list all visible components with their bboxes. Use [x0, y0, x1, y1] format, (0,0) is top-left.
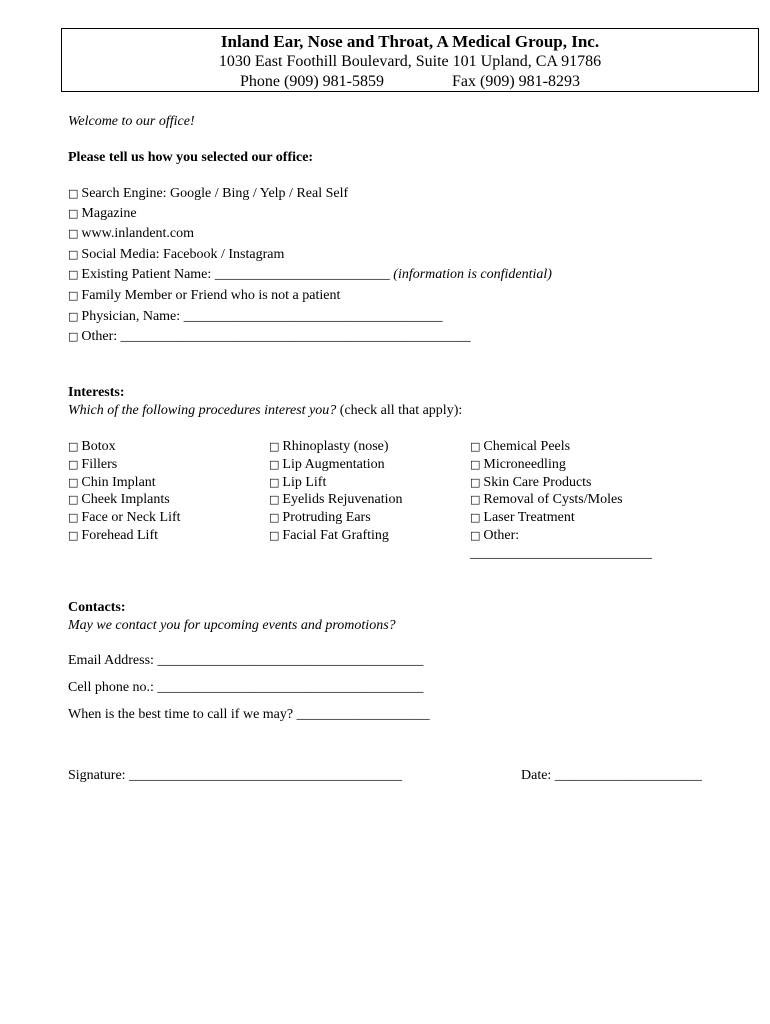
contacts-heading: Contacts: [68, 600, 126, 615]
interest-eyelids[interactable]: □ Eyelids Rejuvenation [269, 492, 403, 507]
checkbox-icon[interactable]: □ [68, 310, 79, 323]
option-search-engine[interactable]: □ Search Engine: Google / Bing / Yelp / Real Self [68, 186, 349, 201]
checkbox-icon[interactable]: □ [68, 458, 79, 471]
interest-lip-lift[interactable]: □ Lip Lift [269, 475, 327, 490]
option-magazine[interactable]: □ Magazine [68, 206, 137, 221]
practice-name: Inland Ear, Nose and Throat, A Medical Group, Inc. [220, 32, 600, 51]
interest-botox[interactable]: □ Botox [68, 439, 116, 454]
interest-fat-grafting[interactable]: □ Facial Fat Grafting [269, 528, 389, 543]
interest-skin-care[interactable]: □ Skin Care Products [470, 475, 592, 490]
selection-heading: Please tell us how you selected our office: [68, 150, 314, 165]
checkbox-icon[interactable]: □ [269, 458, 280, 471]
practice-phone: Phone (909) 981-5859 [240, 73, 384, 90]
checkbox-icon[interactable]: □ [68, 440, 79, 453]
checkbox-icon[interactable]: □ [470, 493, 481, 506]
interest-lip-augmentation[interactable]: □ Lip Augmentation [269, 457, 385, 472]
letterhead-box [61, 28, 759, 92]
option-website[interactable]: □ www.inlandent.com [68, 226, 195, 241]
interest-laser[interactable]: □ Laser Treatment [470, 510, 575, 525]
option-social-media[interactable]: □ Social Media: Facebook / Instagram [68, 247, 285, 262]
practice-fax: Fax (909) 981-8293 [452, 73, 580, 90]
checkbox-icon[interactable]: □ [470, 476, 481, 489]
interest-cyst-removal[interactable]: □ Removal of Cysts/Moles [470, 492, 623, 507]
best-time-field[interactable]: When is the best time to call if we may? ___________________ [68, 707, 430, 722]
interest-other[interactable]: □ Other: [470, 528, 520, 543]
date-field[interactable]: Date: _____________________ [521, 768, 702, 783]
interest-face-neck-lift[interactable]: □ Face or Neck Lift [68, 510, 181, 525]
interests-heading: Interests: [68, 385, 125, 400]
checkbox-icon[interactable]: □ [470, 511, 481, 524]
checkbox-icon[interactable]: □ [68, 330, 79, 343]
option-family-friend[interactable]: □ Family Member or Friend who is not a patient [68, 288, 341, 303]
checkbox-icon[interactable]: □ [68, 493, 79, 506]
interest-forehead-lift[interactable]: □ Forehead Lift [68, 528, 158, 543]
checkbox-icon[interactable]: □ [470, 440, 481, 453]
welcome-text: Welcome to our office! [68, 114, 195, 129]
interest-microneedling[interactable]: □ Microneedling [470, 457, 566, 472]
checkbox-icon[interactable]: □ [68, 187, 79, 200]
checkbox-icon[interactable]: □ [269, 529, 280, 542]
option-existing-patient[interactable]: □ Existing Patient Name: _________________________ (information is confidential) [68, 267, 552, 282]
checkbox-icon[interactable]: □ [68, 268, 79, 281]
interest-cheek-implants[interactable]: □ Cheek Implants [68, 492, 170, 507]
interest-chemical-peels[interactable]: □ Chemical Peels [470, 439, 571, 454]
option-other[interactable]: □ Other: __________________________________________________ [68, 329, 471, 344]
contact-row [62, 72, 758, 92]
checkbox-icon[interactable]: □ [68, 227, 79, 240]
checkbox-icon[interactable]: □ [68, 248, 79, 261]
interest-protruding-ears[interactable]: □ Protruding Ears [269, 510, 371, 525]
contacts-question: May we contact you for upcoming events and promotions? [68, 618, 396, 633]
checkbox-icon[interactable]: □ [68, 207, 79, 220]
interest-other-line[interactable]: __________________________ [470, 546, 652, 561]
practice-address: 1030 East Foothill Boulevard, Suite 101 Upland, CA 91786 [218, 53, 602, 70]
interest-chin-implant[interactable]: □ Chin Implant [68, 475, 156, 490]
interest-fillers[interactable]: □ Fillers [68, 457, 118, 472]
checkbox-icon[interactable]: □ [68, 529, 79, 542]
confidential-note: (information is confidential) [393, 267, 552, 282]
option-physician[interactable]: □ Physician, Name: _____________________________________ [68, 309, 443, 324]
checkbox-icon[interactable]: □ [470, 529, 481, 542]
interests-question: Which of the following procedures interest you? (check all that apply): [68, 403, 463, 418]
checkbox-icon[interactable]: □ [269, 493, 280, 506]
checkbox-icon[interactable]: □ [269, 440, 280, 453]
email-field[interactable]: Email Address: ______________________________________ [68, 653, 424, 668]
checkbox-icon[interactable]: □ [269, 476, 280, 489]
interest-rhinoplasty[interactable]: □ Rhinoplasty (nose) [269, 439, 389, 454]
checkbox-icon[interactable]: □ [68, 511, 79, 524]
signature-field[interactable]: Signature: _______________________________________ [68, 768, 403, 783]
cell-phone-field[interactable]: Cell phone no.: ______________________________________ [68, 680, 424, 695]
checkbox-icon[interactable]: □ [68, 289, 79, 302]
checkbox-icon[interactable]: □ [68, 476, 79, 489]
checkbox-icon[interactable]: □ [470, 458, 481, 471]
checkbox-icon[interactable]: □ [269, 511, 280, 524]
